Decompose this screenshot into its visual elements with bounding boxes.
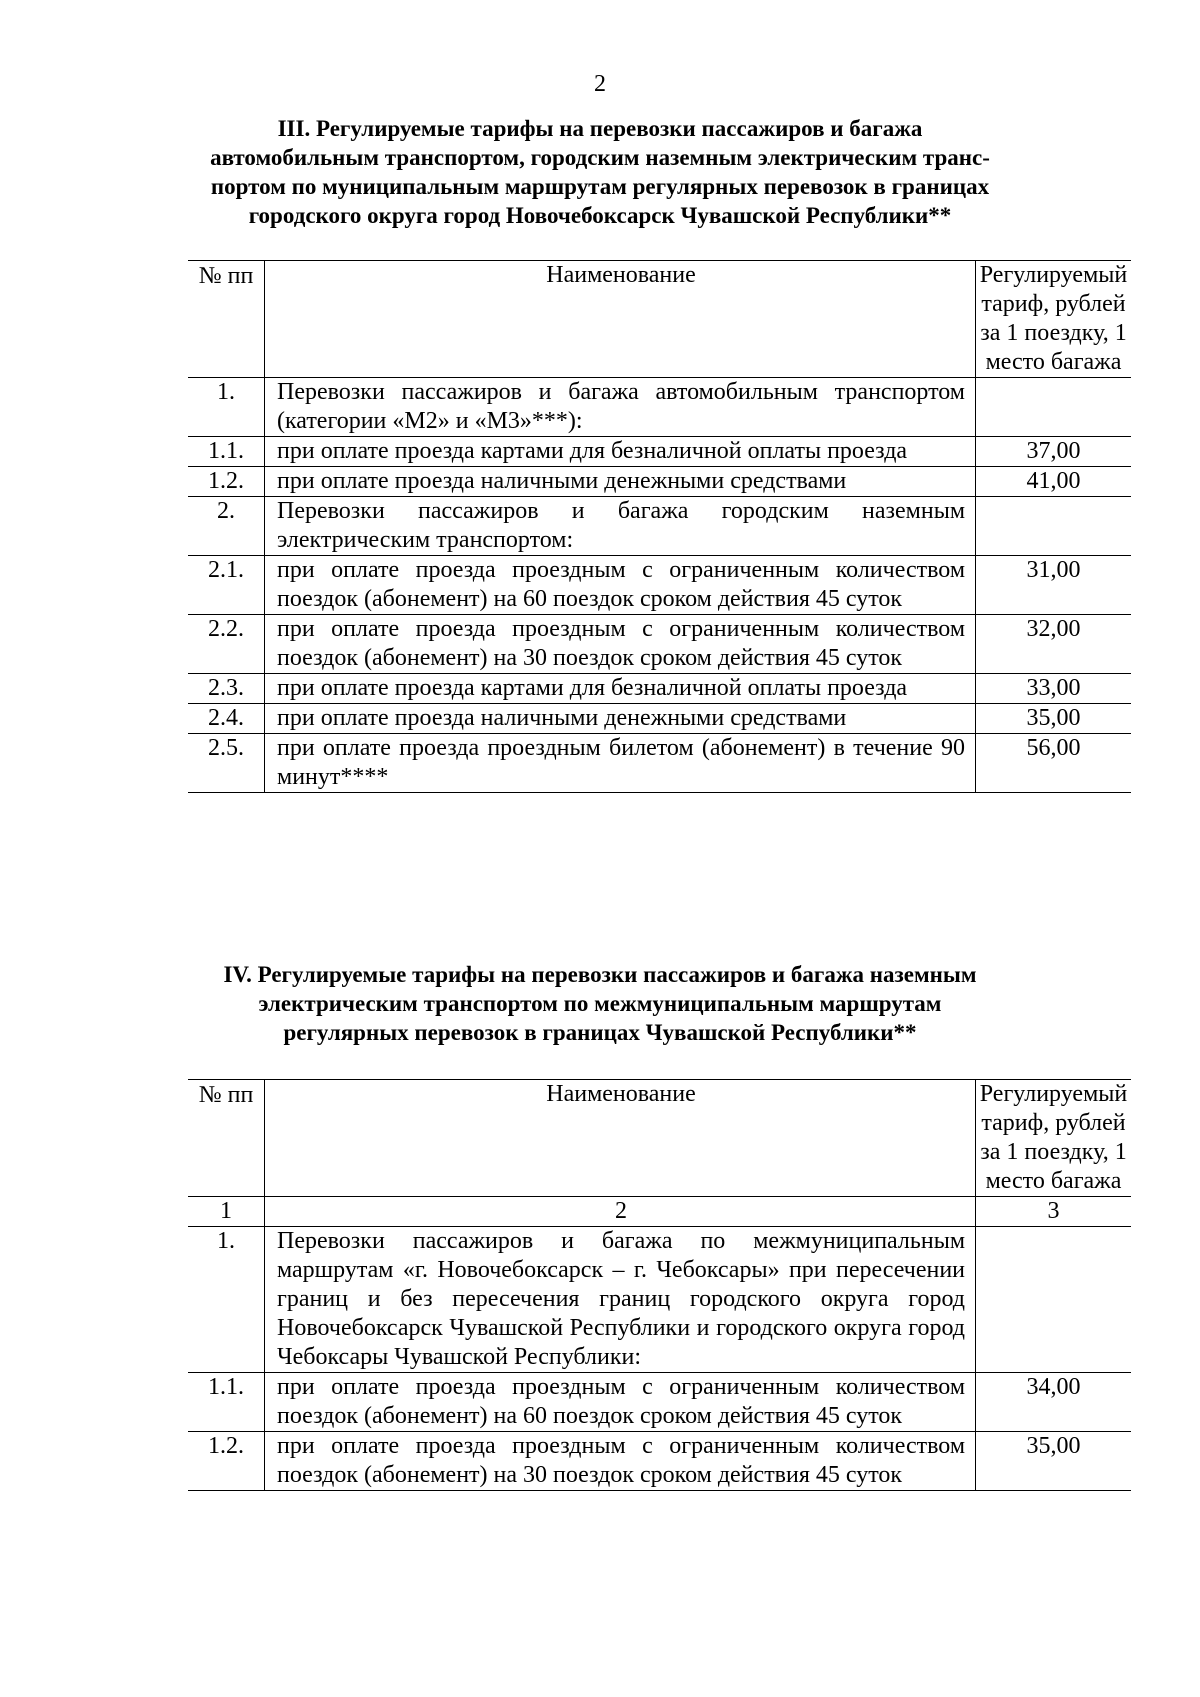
table-row	[188, 556, 1131, 615]
row-name: при оплате проезда наличными денежными средствами	[265, 467, 976, 497]
section-4-title-line: регулярных перевозок в границах Чувашской Республики**	[283, 1020, 917, 1045]
row-name: при оплате проезда проездным с ограниченным количеством поездок (абонемент) на 30 поездок сроком действия 45 суток	[265, 615, 976, 674]
section-3-title-line: автомобильным транспортом, городским наземным электрическим транс-	[210, 145, 990, 170]
row-number: 1.	[188, 378, 265, 437]
table-row	[188, 378, 1131, 437]
row-number: 1.2.	[188, 1432, 265, 1491]
section-4-title	[0, 960, 1200, 1047]
row-price	[976, 1227, 1132, 1373]
header-number: № пп	[188, 1080, 265, 1197]
row-name: при оплате проезда проездным с ограниченным количеством поездок (абонемент) на 60 поездок сроком действия 45 суток	[265, 1373, 976, 1432]
row-number: 2.3.	[188, 674, 265, 704]
row-number: 2.	[188, 497, 265, 556]
table-row	[188, 615, 1131, 674]
row-price: 41,00	[976, 467, 1132, 497]
row-name: при оплате проезда проездным с ограниченным количеством поездок (абонемент) на 60 поездок сроком действия 45 суток	[265, 556, 976, 615]
row-name: Перевозки пассажиров и багажа по межмуниципальным маршрутам «г. Новочебоксарск – г. Чебоксары» при пересечении границ и без пересечения границ городского округа город Новочебоксарск Чувашской Республики и городского округа город Чебоксары Чувашской Республики:	[265, 1227, 976, 1373]
table-row	[188, 497, 1131, 556]
table-row	[188, 704, 1131, 734]
table-row	[188, 467, 1131, 497]
row-price: 56,00	[976, 734, 1132, 793]
section-3-title-line: городского округа город Новочебоксарск Чувашской Республики**	[248, 203, 952, 228]
row-name: при оплате проезда проездным с ограниченным количеством поездок (абонемент) на 30 поездок сроком действия 45 суток	[265, 1432, 976, 1491]
table-row	[188, 1373, 1131, 1432]
row-number: 1.2.	[188, 467, 265, 497]
section-4-tariff-table	[188, 1079, 1131, 1491]
row-name: при оплате проезда наличными денежными средствами	[265, 704, 976, 734]
section-4-title-line: IV. Регулируемые тарифы на перевозки пассажиров и багажа наземным	[223, 962, 977, 987]
row-name: при оплате проезда картами для безналичной оплаты проезда	[265, 437, 976, 467]
column-index: 1	[188, 1197, 265, 1227]
row-number: 2.5.	[188, 734, 265, 793]
table-row	[188, 1432, 1131, 1491]
section-3-tariff-table	[188, 260, 1131, 793]
row-number: 2.2.	[188, 615, 265, 674]
row-name: Перевозки пассажиров и багажа автомобильным транспортом (категории «М2» и «М3»***):	[265, 378, 976, 437]
table-row	[188, 1227, 1131, 1373]
page-number: 2	[594, 71, 606, 97]
row-number: 2.1.	[188, 556, 265, 615]
column-index: 2	[265, 1197, 976, 1227]
section-3-title-line: III. Регулируемые тарифы на перевозки пассажиров и багажа	[277, 116, 923, 141]
section-3-title	[0, 114, 1200, 230]
row-price	[976, 497, 1132, 556]
table-row	[188, 674, 1131, 704]
header-number: № пп	[188, 261, 265, 378]
table-header-row	[188, 1080, 1131, 1197]
row-price: 35,00	[976, 704, 1132, 734]
row-price: 31,00	[976, 556, 1132, 615]
row-name: при оплате проезда проездным билетом (абонемент) в течение 90 минут****	[265, 734, 976, 793]
row-name: Перевозки пассажиров и багажа городским наземным электрическим транспортом:	[265, 497, 976, 556]
row-price: 32,00	[976, 615, 1132, 674]
row-number: 2.4.	[188, 704, 265, 734]
table-row	[188, 437, 1131, 467]
row-price: 35,00	[976, 1432, 1132, 1491]
row-number: 1.1.	[188, 437, 265, 467]
header-name: Наименование	[265, 1080, 976, 1197]
column-index-row	[188, 1197, 1131, 1227]
section-4-title-line: электрическим транспортом по межмуниципальным маршрутам	[258, 991, 942, 1016]
table-header-row	[188, 261, 1131, 378]
row-number: 1.	[188, 1227, 265, 1373]
header-price: Регулируемый тариф, рублей за 1 поездку, 1 место багажа	[976, 1080, 1132, 1197]
row-name: при оплате проезда картами для безналичной оплаты проезда	[265, 674, 976, 704]
row-price	[976, 378, 1132, 437]
row-price: 34,00	[976, 1373, 1132, 1432]
row-number: 1.1.	[188, 1373, 265, 1432]
section-3-title-line: портом по муниципальным маршрутам регулярных перевозок в границах	[210, 174, 990, 199]
column-index: 3	[976, 1197, 1132, 1227]
table-row	[188, 734, 1131, 793]
header-price: Регулируемый тариф, рублей за 1 поездку, 1 место багажа	[976, 261, 1132, 378]
row-price: 37,00	[976, 437, 1132, 467]
header-name: Наименование	[265, 261, 976, 378]
row-price: 33,00	[976, 674, 1132, 704]
